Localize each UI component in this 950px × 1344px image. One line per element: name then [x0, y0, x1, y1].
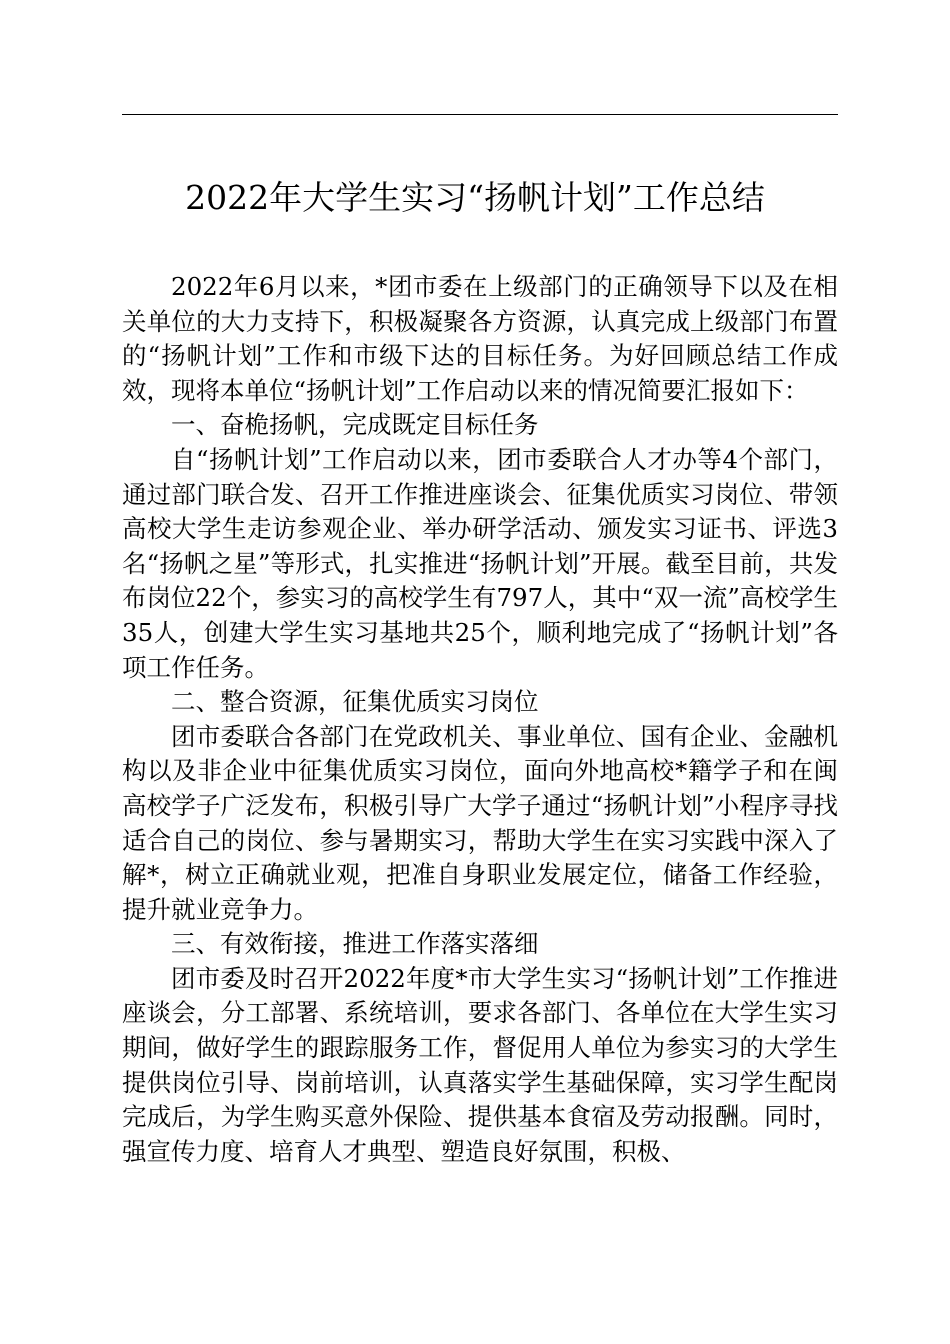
section-heading-1: 一、奋桅扬帆，完成既定目标任务 [171, 410, 539, 440]
section-heading-3: 三、有效衔接，推进工作落实落细 [171, 929, 539, 959]
document-body [122, 270, 838, 1169]
intro-paragraph: 2022年6月以来，*团市委在上级部门的正确领导下以及在相关单位的大力支持下，积极凝聚各方资源，认真完成上级部门布置的“扬帆计划”工作和市级下达的目标任务。为好回顾总结工作成效，现将本单位“扬帆计划”工作启动以来的情况简要汇报如下： [122, 272, 838, 405]
header-rule [122, 114, 838, 115]
document-title: 2022年大学生实习“扬帆计划”工作总结 [185, 178, 765, 217]
section-paragraph-3: 团市委及时召开2022年度*市大学生实习“扬帆计划”工作推进座谈会，分工部署、系统培训，要求各部门、各单位在大学生实习期间，做好学生的跟踪服务工作，督促用人单位为参实习的大学生提供岗位引导、岗前培训，认真落实学生基础保障，实习学生配岗完成后，为学生购买意外保险、提供基本食宿及劳动报酬。同时，强宣传力度、培育人才典型、塑造良好氛围，积极、 [122, 963, 838, 1166]
section-paragraph-2: 团市委联合各部门在党政机关、事业单位、国有企业、金融机构以及非企业中征集优质实习岗位，面向外地高校*籍学子和在闽高校学子广泛发布，积极引导广大学子通过“扬帆计划”小程序寻找适合自己的岗位、参与暑期实习，帮助大学生在实习实践中深入了解*，树立正确就业观，把准自身职业发展定位，储备工作经验，提升就业竞争力。 [122, 721, 838, 924]
section-heading-2: 二、整合资源，征集优质实习岗位 [171, 687, 539, 717]
section-paragraph-1: 自“扬帆计划”工作启动以来，团市委联合人才办等4个部门，通过部门联合发、召开工作推进座谈会、征集优质实习岗位、带领高校大学生走访参观企业、举办研学活动、颁发实习证书、评选3名“扬帆之星”等形式，扎实推进“扬帆计划”开展。截至目前，共发布岗位22个，参实习的高校学生有797人，其中“双一流”高校学生35人，创建大学生实习基地共25个，顺利地完成了“扬帆计划”各项工作任务。 [122, 444, 838, 682]
